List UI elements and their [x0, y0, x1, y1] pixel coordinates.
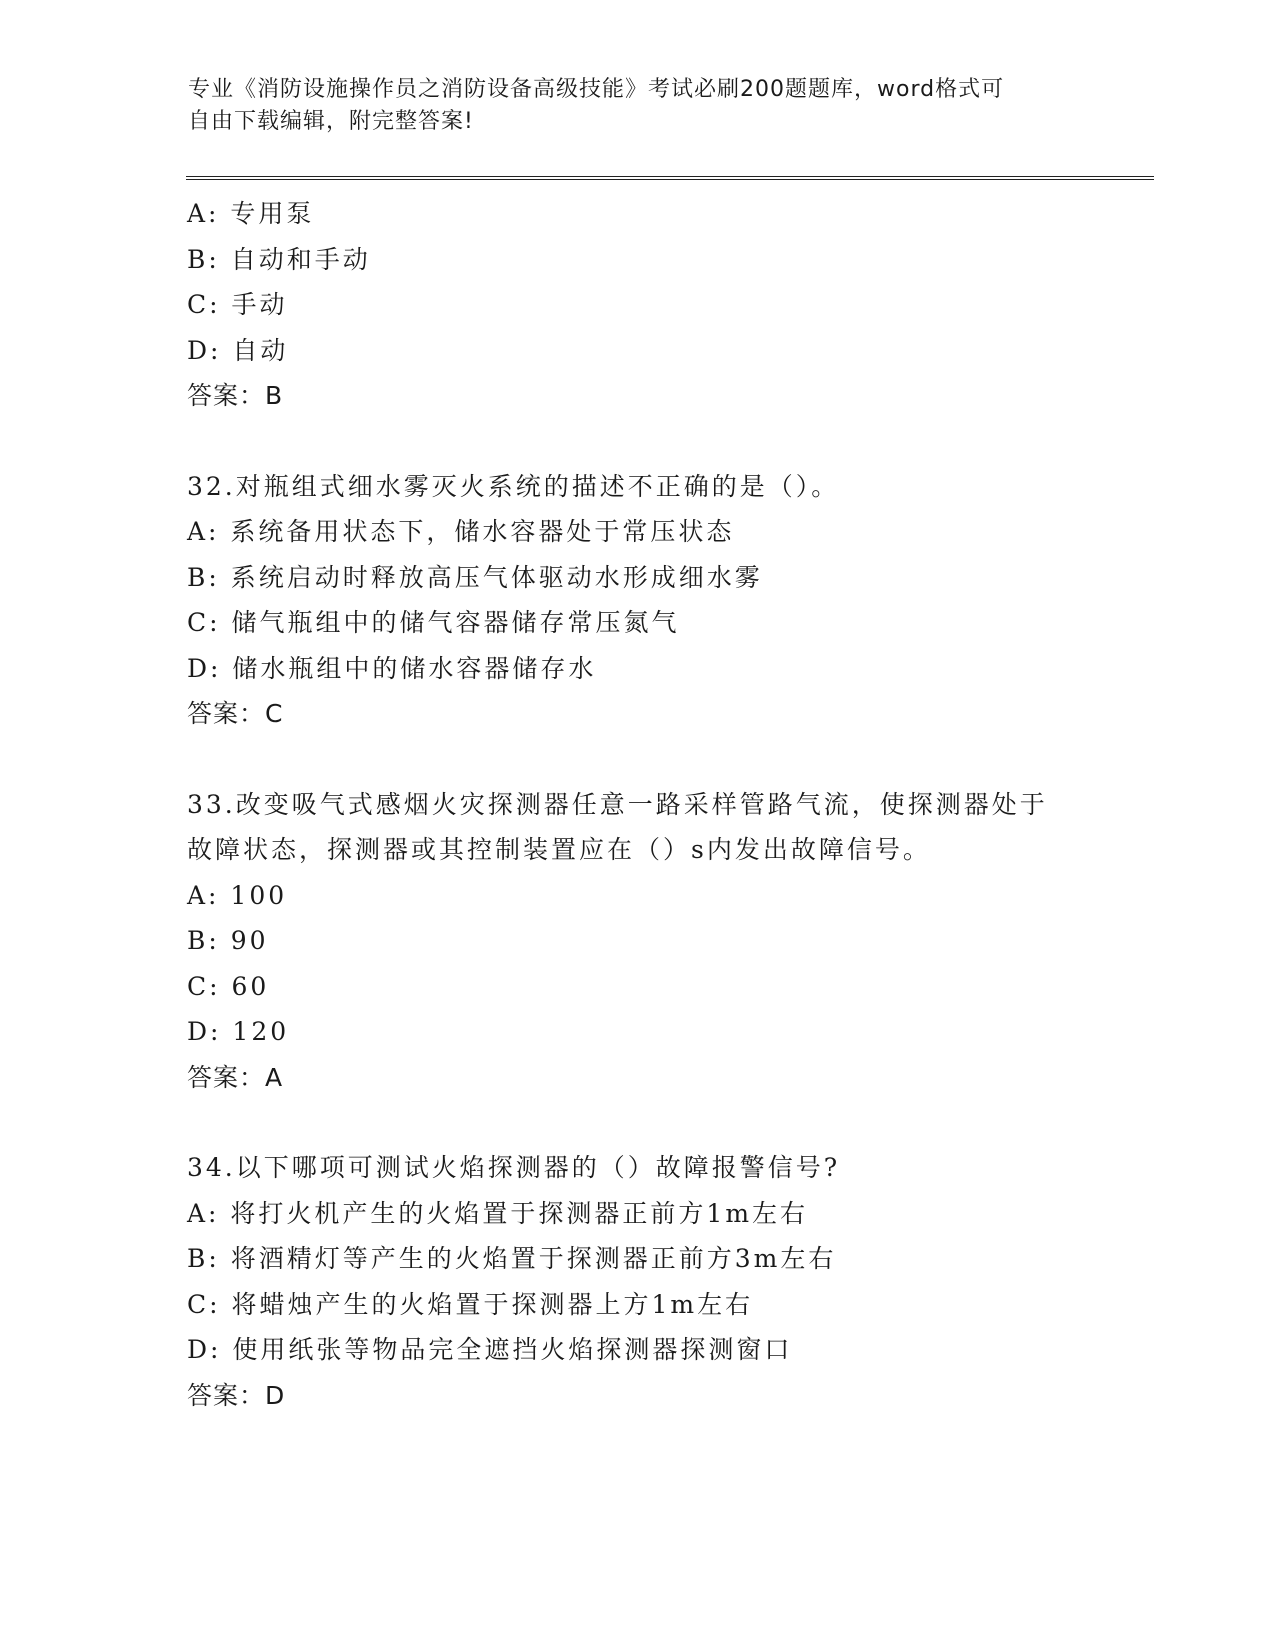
question-31 — [187, 191, 1087, 419]
option-d: D: 使用纸张等物品完全遮挡火焰探测器探测窗口 — [187, 1335, 793, 1364]
answer: 答案：C — [187, 699, 284, 728]
question-list — [187, 191, 1087, 1418]
question-33 — [187, 782, 1087, 1101]
option-b: B: 90 — [187, 926, 269, 955]
question-text: 32.对瓶组式细水雾灭火系统的描述不正确的是（）。 — [187, 471, 840, 501]
option-a: A: 系统备用状态下，储水容器处于常压状态 — [187, 517, 735, 546]
option-c: C: 将蜡烛产生的火焰置于探测器上方1m左右 — [187, 1289, 754, 1319]
option-a: A: 专用泵 — [187, 199, 315, 228]
answer: 答案：A — [187, 1062, 284, 1092]
question-text-line-1: 33.改变吸气式感烟火灾探测器任意一路采样管路气流，使探测器处于 — [187, 789, 1048, 819]
question-text-line-2: 故障状态，探测器或其控制装置应在（）s内发出故障信号。 — [187, 835, 931, 864]
option-b: B: 将酒精灯等产生的火焰置于探测器正前方3m左右 — [187, 1244, 837, 1273]
option-d: D: 120 — [187, 1017, 290, 1046]
question-text: 34.以下哪项可测试火焰探测器的（）故障报警信号? — [187, 1153, 841, 1182]
option-a: A: 100 — [187, 880, 288, 910]
option-d: D: 自动 — [187, 335, 289, 365]
option-b: B: 系统启动时释放高压气体驱动水形成细水雾 — [187, 562, 763, 592]
question-32 — [187, 464, 1087, 737]
option-a: A: 将打火机产生的火焰置于探测器正前方1m左右 — [187, 1198, 809, 1228]
option-c: C: 手动 — [187, 290, 288, 319]
option-c: C: 60 — [187, 971, 270, 1001]
header-line-2: 自由下载编辑，附完整答案! — [188, 109, 474, 134]
spacer — [187, 419, 1087, 464]
spacer — [187, 1100, 1087, 1145]
header-divider — [186, 176, 1154, 180]
answer: 答案：B — [187, 381, 284, 410]
document-header — [188, 74, 1068, 138]
answer: 答案：D — [187, 1380, 286, 1410]
option-c: C: 储气瓶组中的储气容器储存常压氮气 — [187, 608, 680, 637]
header-line-1: 专业《消防设施操作员之消防设备高级技能》考试必刷200题题库，word格式可 — [188, 77, 1005, 102]
spacer — [187, 737, 1087, 782]
option-b: B: 自动和手动 — [187, 244, 371, 274]
option-d: D: 储水瓶组中的储水容器储存水 — [187, 653, 597, 683]
question-34 — [187, 1145, 1087, 1418]
